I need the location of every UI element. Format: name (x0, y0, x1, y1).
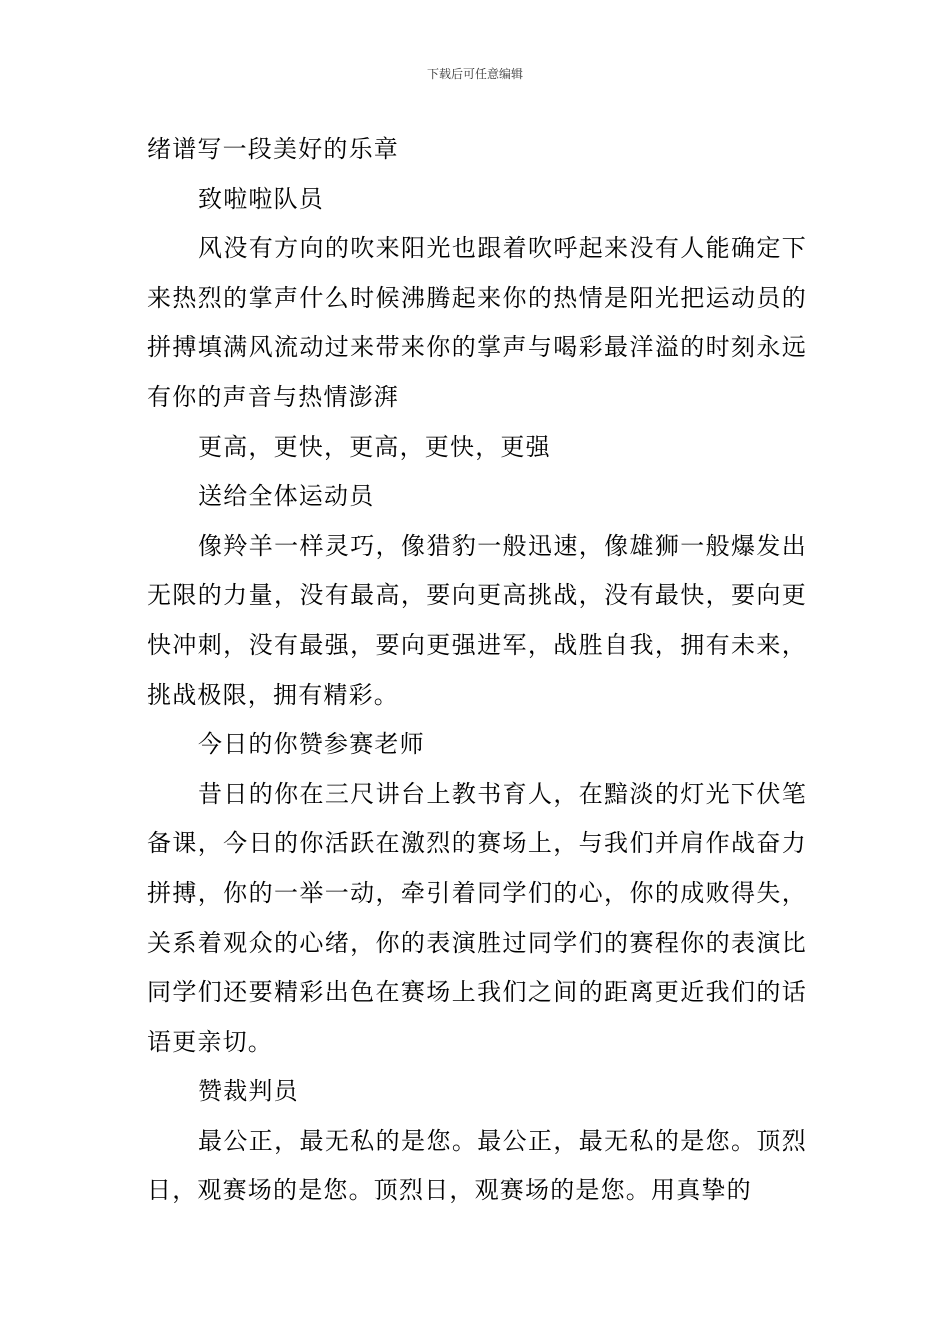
section-heading-teachers: 今日的你赞参赛老师 (198, 730, 425, 759)
motto-line: 更高，更快，更高，更快，更强 (198, 432, 551, 461)
paragraph-continuation: 绪谱写一段美好的乐章 (147, 135, 399, 163)
paragraph-referees: 最公正，最无私的是您。最公正，最无私的是您。顶烈日，观赛场的是您。顶烈日，观赛场的是您。用真挚的 (147, 1126, 807, 1205)
section-heading-cheerleaders: 致啦啦队员 (198, 184, 324, 213)
page-header: 下载后可任意编辑 (426, 67, 523, 81)
document-body (147, 125, 807, 1216)
paragraph-cheerleaders: 风没有方向的吹来阳光也跟着吹呼起来没有人能确定下来热烈的掌声什么时候沸腾起来你的热情是阳光把运动员的拼搏填满风流动过来带来你的掌声与喝彩最洋溢的时刻永远有你的声音与热情澎湃 (147, 234, 807, 411)
section-heading-referees: 赞裁判员 (198, 1077, 299, 1106)
paragraph-athletes: 像羚羊一样灵巧，像猎豹一般迅速，像雄狮一般爆发出无限的力量，没有最高，要向更高挑战，没有最快，要向更快冲刺，没有最强，要向更强进军，战胜自我，拥有未来，挑战极限，拥有精彩。 (147, 531, 807, 709)
paragraph-teachers: 昔日的你在三尺讲台上教书育人，在黯淡的灯光下伏笔备课，今日的你活跃在激烈的赛场上，与我们并肩作战奋力拼搏，你的一举一动，牵引着同学们的心，你的成败得失，关系着观众的心绪，你的表演胜过同学们的赛程你的表演比同学们还要精彩出色在赛场上我们之间的距离更近我们的话语更亲切。 (147, 779, 807, 1056)
section-heading-athletes: 送给全体运动员 (198, 482, 375, 511)
